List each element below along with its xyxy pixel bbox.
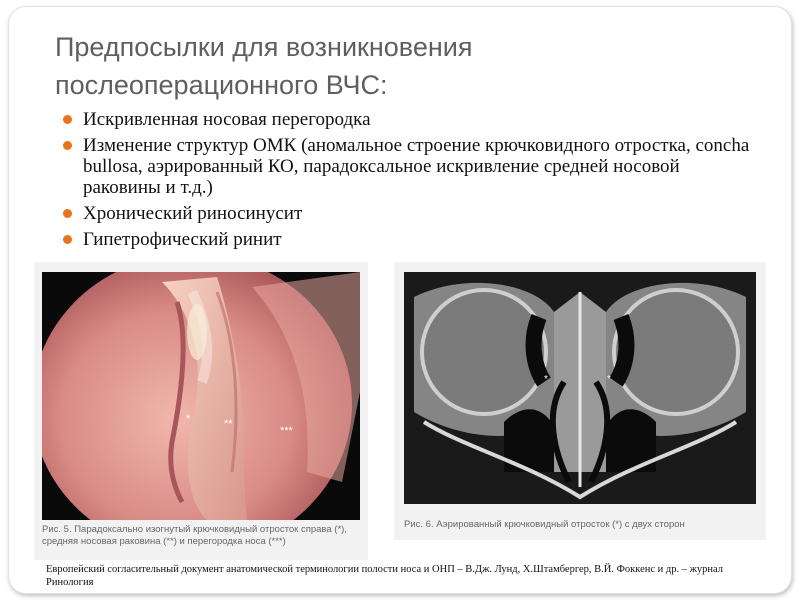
marker-1: * (186, 413, 191, 425)
slide-title (55, 28, 755, 104)
bullet-item: Искривленная носовая перегородка (61, 109, 751, 130)
bullet-item: Гипетрофический ринит (61, 229, 751, 250)
marker-3: *** (280, 425, 293, 437)
bullet-item: Изменение структур ОМК (аномальное строение крючковидного отростка, concha bullosa, аэрированный КО, парадоксальное искривление средней носовой раковины и т.д.) (61, 135, 751, 198)
bullet-list (61, 109, 751, 255)
ct-figure (394, 262, 766, 540)
source-footnote: Европейский согласительный документ анатомической терминологии полости носа и ОНП – В.Дж. Лунд, Х.Штамбергер, В.Й. Фоккенс и др. – журнал Ринология (46, 564, 723, 588)
title-line-2: послеоперационного ВЧС: (55, 70, 388, 100)
title-line-1: Предпосылки для возникновения (55, 32, 473, 62)
marker-right: * (607, 374, 611, 385)
bullet-item: Хронический риносинусит (61, 203, 751, 224)
bullet-dot-icon (63, 141, 72, 150)
endoscopy-figure (34, 262, 368, 560)
endoscopy-image (42, 272, 360, 520)
figure-caption: Рис. 6. Аэрированный крючковидный отросток (*) с двух сторон (404, 519, 685, 530)
bullet-dot-icon (63, 209, 72, 218)
figure-caption: Рис. 5. Парадоксально изогнутый крючковидный отросток справа (*), средняя носовая раковина (**) и перегородка носа (***) (42, 524, 347, 547)
bullet-dot-icon (63, 235, 72, 244)
marker-left: * (544, 374, 548, 385)
ct-scan-image (404, 272, 756, 504)
bullet-dot-icon (63, 115, 72, 124)
marker-2: ** (224, 418, 233, 430)
